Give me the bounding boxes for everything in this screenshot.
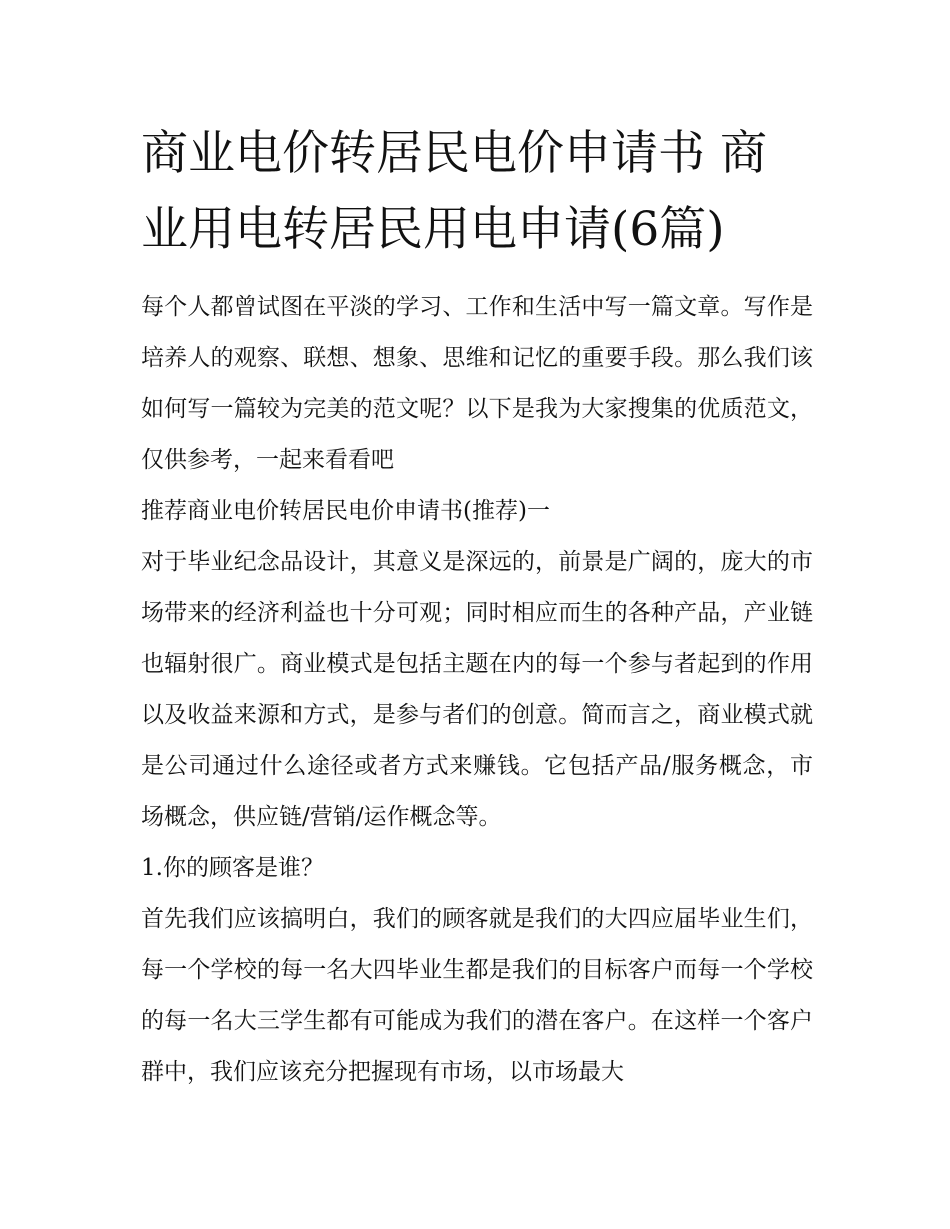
document-page bbox=[141, 116, 813, 1098]
body-paragraph-2: 首先我们应该搞明白，我们的顾客就是我们的大四应届毕业生们，每一个学校的每一名大四毕业生都是我们的目标客户而每一个学校的每一名大三学生都有可能成为我们的潜在客户。在这样一个客户群中，我们应该充分把握现有市场，以市场最大 bbox=[141, 906, 813, 1085]
body-paragraph: 对于毕业纪念品设计，其意义是深远的，前景是广阔的，庞大的市场带来的经济利益也十分可观；同时相应而生的各种产品，产业链也辐射很广。商业模式是包括主题在内的每一个参与者起到的作用以及收益来源和方式，是参与者们的创意。简而言之，商业模式就是公司通过什么途径或者方式来赚钱。它包括产品/服务概念，市场概念，供应链/营销/运作概念等。 bbox=[141, 549, 813, 830]
document-title: 商业电价转居民电价申请书 商业用电转居民用电申请(6篇) bbox=[141, 126, 767, 257]
intro-paragraph: 每个人都曾试图在平淡的学习、工作和生活中写一篇文章。写作是培养人的观察、联想、想象、思维和记忆的重要手段。那么我们该如何写一篇较为完美的范文呢？以下是我为大家搜集的优质范文，仅供参考，一起来看看吧 bbox=[141, 294, 813, 473]
question-heading: 1.你的顾客是谁？ bbox=[141, 855, 324, 881]
section-heading: 推荐商业电价转居民电价申请书(推荐)一 bbox=[141, 498, 550, 524]
